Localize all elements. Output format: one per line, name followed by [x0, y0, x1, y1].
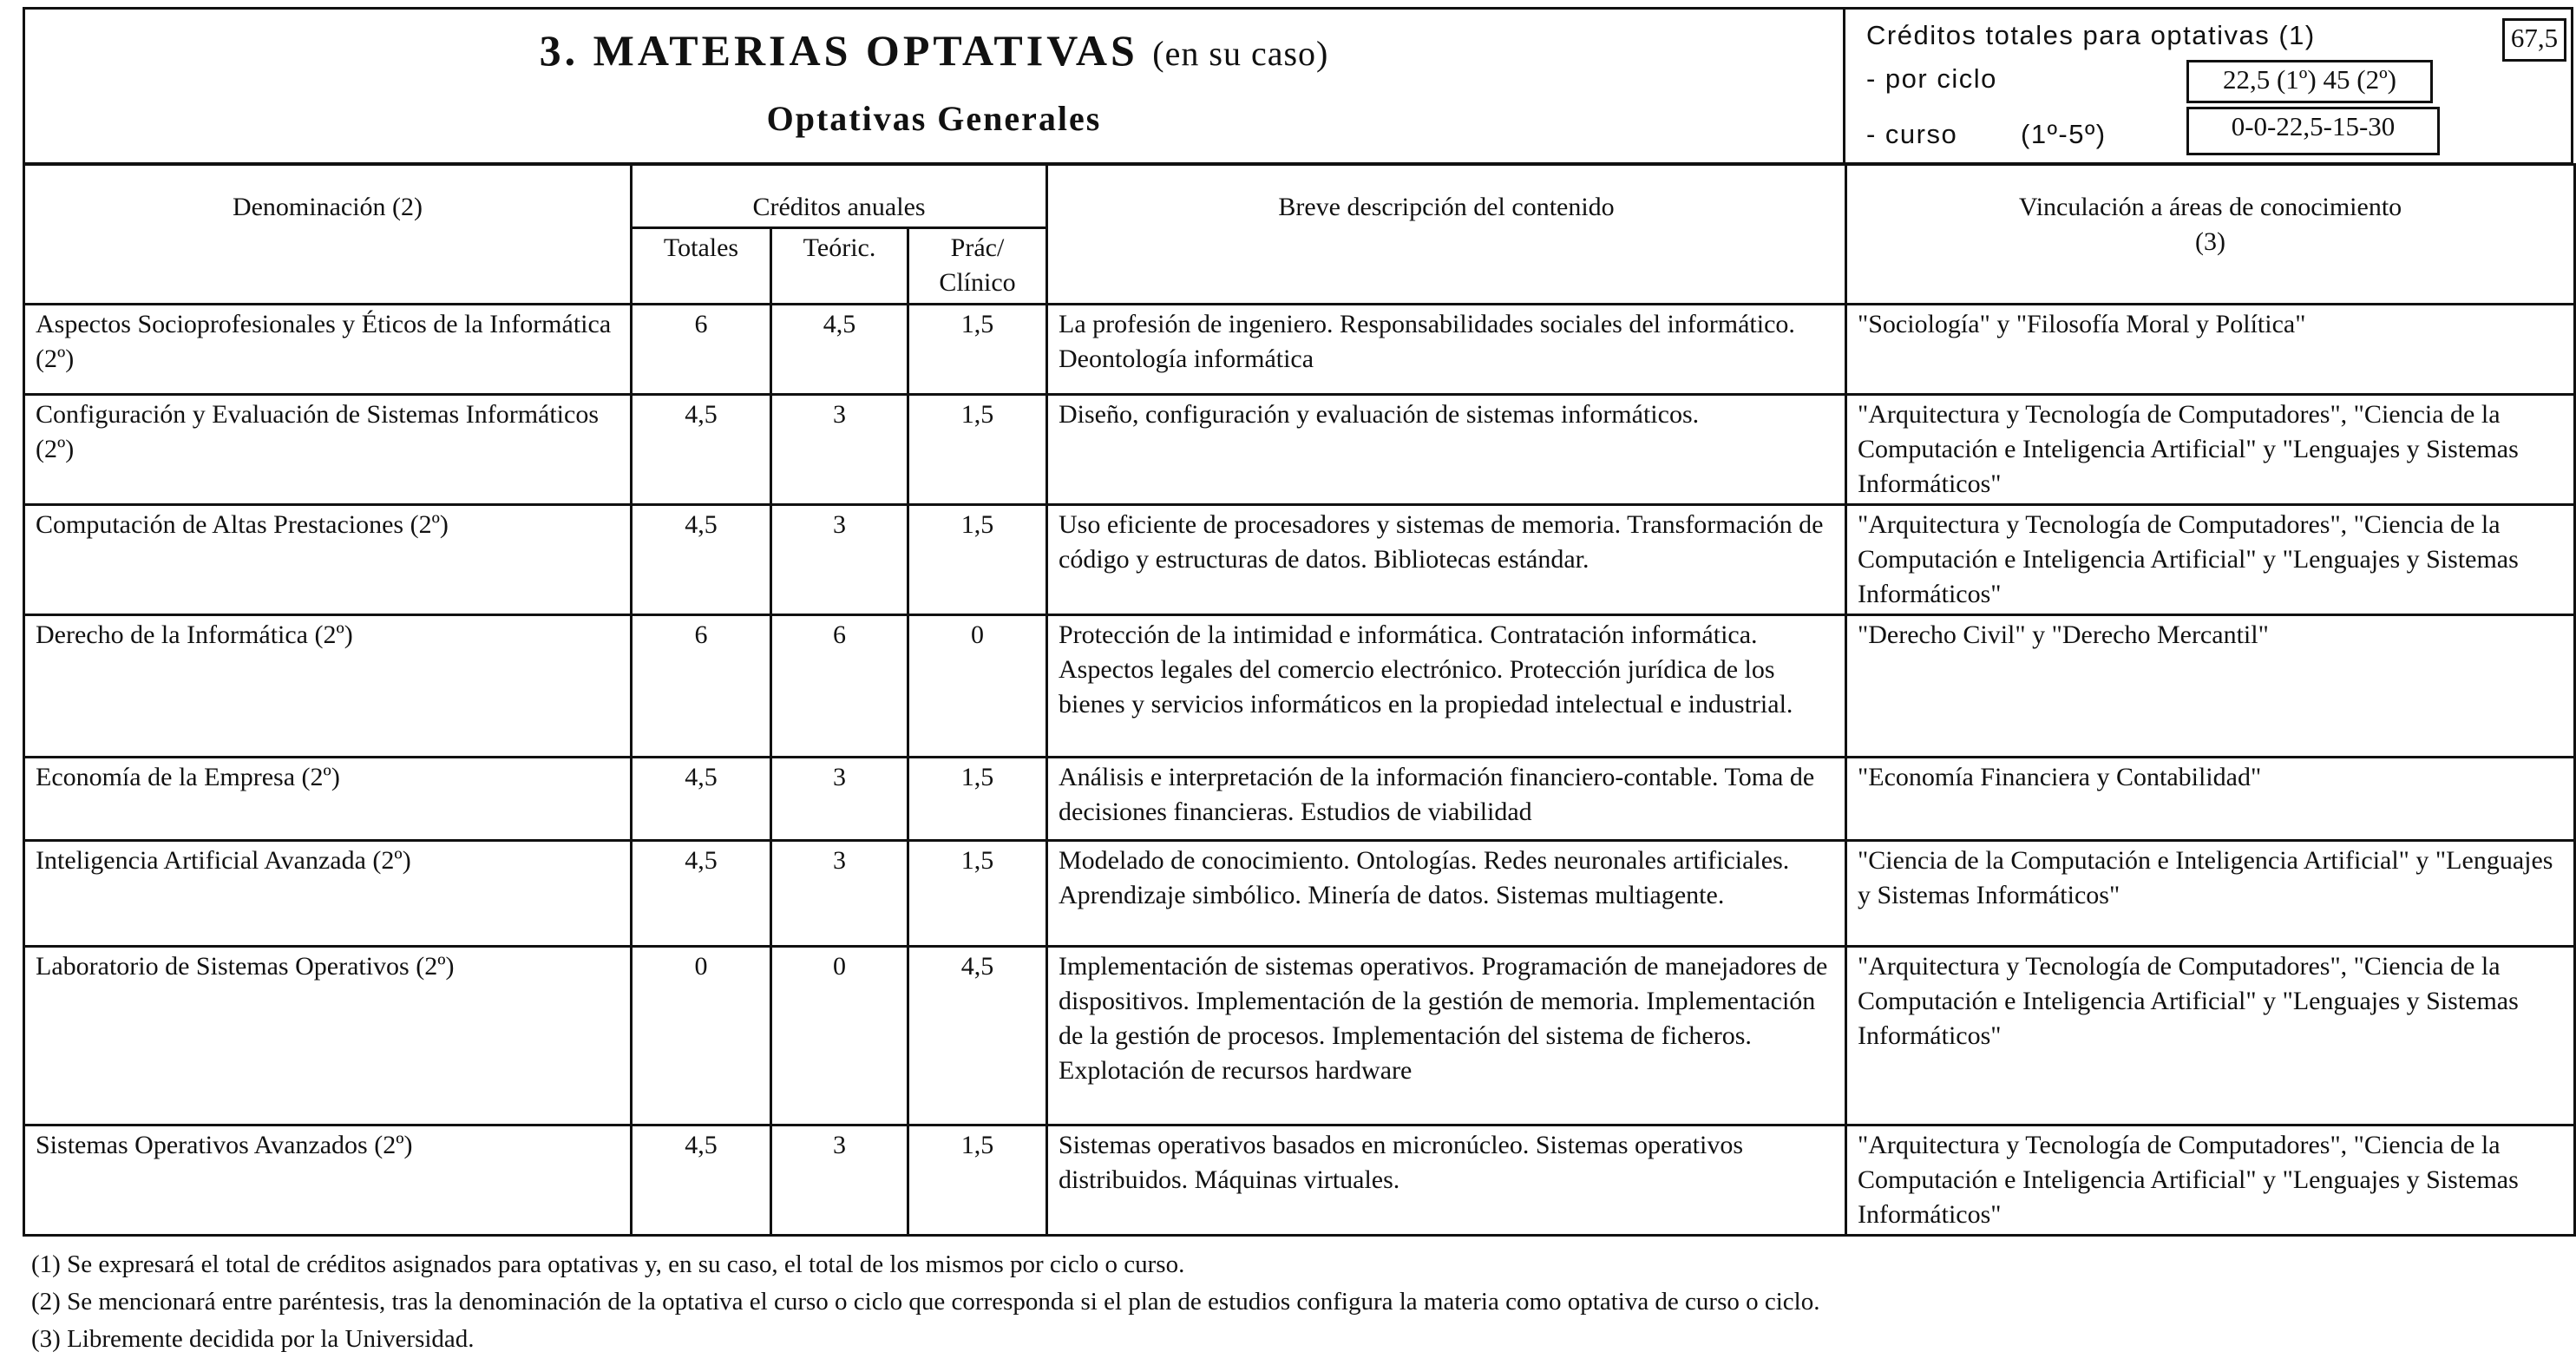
header-totals: Totales [632, 228, 771, 305]
header-description: Breve descripción del contenido [1047, 165, 1846, 305]
subject-description: Uso eficiente de procesadores y sistemas de memoria. Transformación de código y estructuras de datos. Bibliotecas estándar. [1047, 505, 1846, 615]
credits-total-box: 67,5 [2502, 18, 2566, 62]
section-header [23, 7, 2573, 165]
credits-practice: 1,5 [908, 1125, 1047, 1236]
course-range: (1º-5º) [2021, 119, 2107, 149]
section-title: MATERIAS OPTATIVAS [593, 26, 1138, 75]
knowledge-areas: "Arquitectura y Tecnología de Computadores", "Ciencia de la Computación e Inteligencia Artificial" y "Lenguajes y Sistemas Informáticos" [1846, 395, 2575, 505]
subject-description: Modelado de conocimiento. Ontologías. Redes neuronales artificiales. Aprendizaje simbólico. Minería de datos. Sistemas multiagente. [1047, 841, 1846, 947]
subject-name: Computación de Altas Prestaciones (2º) [24, 505, 632, 615]
credits-theory: 3 [771, 1125, 908, 1236]
footnote-3: (3) Libremente decidida por la Universidad. [31, 1325, 475, 1353]
table-row [24, 615, 2575, 758]
knowledge-areas: "Arquitectura y Tecnología de Computadores", "Ciencia de la Computación e Inteligencia Artificial" y "Lenguajes y Sistemas Informáticos" [1846, 947, 2575, 1125]
subject-name: Derecho de la Informática (2º) [24, 615, 632, 758]
knowledge-areas: "Arquitectura y Tecnología de Computadores", "Ciencia de la Computación e Inteligencia Artificial" y "Lenguajes y Sistemas Informáticos" [1846, 1125, 2575, 1236]
subject-description: Diseño, configuración y evaluación de sistemas informáticos. [1047, 395, 1846, 505]
credits-totals: 6 [632, 305, 771, 395]
optional-subjects-table [23, 163, 2576, 1237]
header-areas-line2: (3) [2195, 227, 2225, 256]
footnote-1: (1) Se expresará el total de créditos asignados para optativas y, en su caso, el total de los mismos por ciclo o curso. [31, 1250, 1185, 1278]
knowledge-areas: "Ciencia de la Computación e Inteligencia Artificial" y "Lenguajes y Sistemas Informáticos" [1846, 841, 2575, 947]
knowledge-areas: "Derecho Civil" y "Derecho Mercantil" [1846, 615, 2575, 758]
credits-summary [1845, 10, 2571, 162]
credits-theory: 3 [771, 841, 908, 947]
section-title-note: (en su caso) [1152, 34, 1329, 73]
subject-name: Sistemas Operativos Avanzados (2º) [24, 1125, 632, 1236]
credits-practice: 1,5 [908, 395, 1047, 505]
subject-name: Laboratorio de Sistemas Operativos (2º) [24, 947, 632, 1125]
course-label: - curso [1866, 119, 1958, 149]
credits-totals: 4,5 [632, 1125, 771, 1236]
subject-description: Protección de la intimidad e informática. Contratación informática. Aspectos legales del comercio electrónico. Protección jurídica de los bienes y servicios informáticos en la propiedad intelectual e industrial. [1047, 615, 1846, 758]
header-theory: Teóric. [771, 228, 908, 305]
header-credits-group: Créditos anuales [632, 165, 1047, 228]
table-row [24, 758, 2575, 841]
knowledge-areas: "Sociología" y "Filosofía Moral y Política" [1846, 305, 2575, 395]
credits-theory: 3 [771, 505, 908, 615]
table-row [24, 841, 2575, 947]
subject-name: Configuración y Evaluación de Sistemas Informáticos (2º) [24, 395, 632, 505]
subject-name: Inteligencia Artificial Avanzada (2º) [24, 841, 632, 947]
knowledge-areas: "Economía Financiera y Contabilidad" [1846, 758, 2575, 841]
credits-practice: 1,5 [908, 505, 1047, 615]
page-title [25, 25, 1843, 75]
credits-practice: 4,5 [908, 947, 1047, 1125]
header-practice-line2: Clínico [939, 268, 1016, 297]
credits-practice: 1,5 [908, 841, 1047, 947]
subject-description: Análisis e interpretación de la información financiero-contable. Toma de decisiones financieras. Estudios de viabilidad [1047, 758, 1846, 841]
header-title-block [25, 10, 1845, 162]
credits-practice: 1,5 [908, 758, 1047, 841]
page-subtitle: Optativas Generales [766, 99, 1102, 138]
credits-totals: 4,5 [632, 395, 771, 505]
credits-practice: 0 [908, 615, 1047, 758]
credits-theory: 4,5 [771, 305, 908, 395]
credits-theory: 3 [771, 395, 908, 505]
credits-totals: 4,5 [632, 841, 771, 947]
table-row [24, 395, 2575, 505]
credits-theory: 3 [771, 758, 908, 841]
per-cycle-box: 22,5 (1º) 45 (2º) [2186, 60, 2433, 103]
table-row [24, 1125, 2575, 1236]
header-practice [908, 228, 1047, 305]
credits-theory: 6 [771, 615, 908, 758]
per-cycle-label: - por ciclo [1866, 63, 1997, 94]
table-row [24, 947, 2575, 1125]
header-name: Denominación (2) [24, 165, 632, 305]
credits-totals: 6 [632, 615, 771, 758]
credits-total-label: Créditos totales para optativas (1) [1866, 20, 2316, 50]
subject-description: La profesión de ingeniero. Responsabilidades sociales del informático. Deontología informática [1047, 305, 1846, 395]
credits-totals: 0 [632, 947, 771, 1125]
header-practice-line1: Prác/ [950, 233, 1005, 262]
section-number: 3. [539, 26, 580, 75]
header-areas-line1: Vinculación a áreas de conocimiento [2018, 193, 2402, 221]
credits-totals: 4,5 [632, 758, 771, 841]
subject-name: Aspectos Socioprofesionales y Éticos de la Informática (2º) [24, 305, 632, 395]
course-box: 0-0-22,5-15-30 [2186, 107, 2440, 155]
subject-name: Economía de la Empresa (2º) [24, 758, 632, 841]
header-areas [1846, 165, 2575, 305]
knowledge-areas: "Arquitectura y Tecnología de Computadores", "Ciencia de la Computación e Inteligencia Artificial" y "Lenguajes y Sistemas Informáticos" [1846, 505, 2575, 615]
subject-description: Implementación de sistemas operativos. Programación de manejadores de dispositivos. Implementación de la gestión de memoria. Implementación de la gestión de procesos. Implementación del sistema de ficheros. Explotación de recursos hardware [1047, 947, 1846, 1125]
credits-totals: 4,5 [632, 505, 771, 615]
table-row [24, 305, 2575, 395]
table-row [24, 505, 2575, 615]
credits-practice: 1,5 [908, 305, 1047, 395]
footnote-2: (2) Se mencionará entre paréntesis, tras la denominación de la optativa el curso o ciclo que corresponda si el plan de estudios configura la materia como optativa de curso o ciclo. [31, 1288, 1820, 1316]
subject-description: Sistemas operativos basados en micronúcleo. Sistemas operativos distribuidos. Máquinas virtuales. [1047, 1125, 1846, 1236]
credits-theory: 0 [771, 947, 908, 1125]
footnotes [31, 1246, 1819, 1358]
